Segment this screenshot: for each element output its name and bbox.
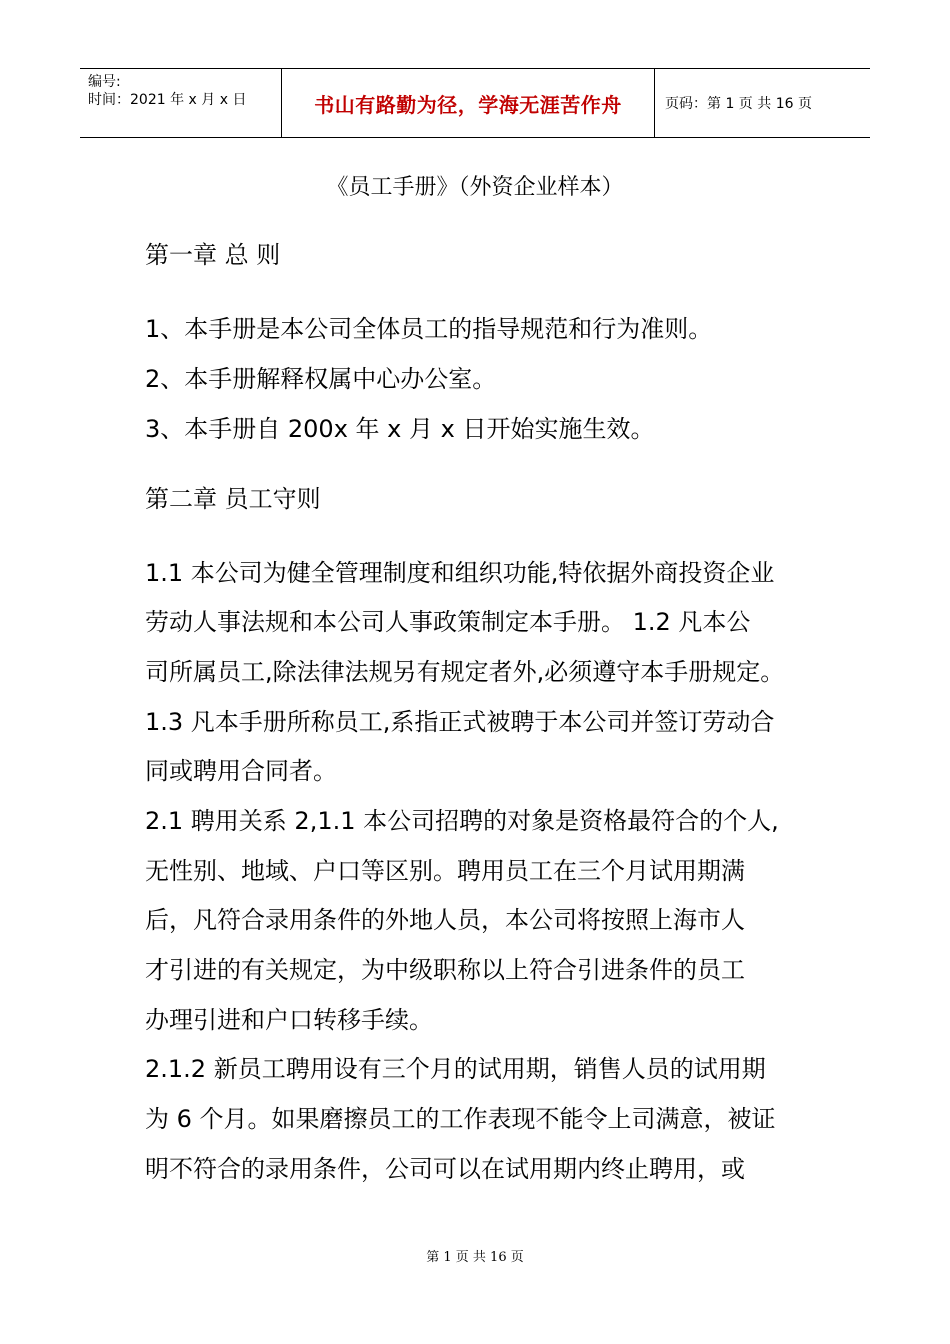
page-info: 页码：第 1 页 共 16 页 — [665, 96, 812, 112]
paragraph-line: 2、本手册解释权属中心办公室。 — [145, 365, 497, 393]
paragraph-line: 2.1.2 新员工聘用设有三个月的试用期，销售人员的试用期 — [145, 1055, 766, 1083]
page-header — [80, 68, 870, 138]
paragraph-line: 办理引进和户口转移手续。 — [145, 1006, 433, 1034]
paragraph-line: 为 6 个月。如果磨擦员工的工作表现不能令上司满意，被证 — [145, 1105, 776, 1133]
paragraph-line: 后，凡符合录用条件的外地人员，本公司将按照上海市人 — [145, 906, 745, 934]
header-meta-cell — [80, 69, 282, 137]
paragraph-line: 无性别、地域、户口等区别。聘用员工在三个月试用期满 — [145, 857, 745, 885]
chapter-heading: 第二章 员工守则 — [145, 485, 321, 513]
paragraph-line: 1.3 凡本手册所称员工,系指正式被聘于本公司并签订劳动合 — [145, 708, 775, 736]
paragraph-line: 1.1 本公司为健全管理制度和组织功能,特依据外商投资企业 — [145, 559, 775, 587]
code-label: 编号: — [88, 74, 121, 90]
motto-text: 书山有路勤为径，学海无涯苦作舟 — [314, 92, 622, 117]
paragraph-line: 3、本手册自 200x 年 x 月 x 日开始实施生效。 — [145, 415, 655, 443]
paragraph-line: 司所属员工,除法律法规另有规定者外,必须遵守本手册规定。 — [145, 658, 785, 686]
paragraph-line: 同或聘用合同者。 — [145, 757, 337, 785]
document-title: 《员工手册》（外资企业样本） — [326, 175, 624, 200]
chapter-heading: 第一章 总 则 — [145, 241, 281, 269]
paragraph-line: 明不符合的录用条件，公司可以在试用期内终止聘用，或 — [145, 1155, 745, 1183]
header-motto-cell — [282, 69, 655, 137]
paragraph-line: 劳动人事法规和本公司人事政策制定本手册。 1.2 凡本公 — [145, 608, 751, 636]
page-footer: 第 1 页 共 16 页 — [426, 1250, 524, 1265]
paragraph-line: 2.1 聘用关系 2,1.1 本公司招聘的对象是资格最符合的个人, — [145, 807, 779, 835]
paragraph-line: 1、本手册是本公司全体员工的指导规范和行为准则。 — [145, 315, 713, 343]
header-page-cell — [655, 69, 870, 137]
date-line: 时间：2021 年 x 月 x 日 — [88, 92, 247, 108]
paragraph-line: 才引进的有关规定，为中级职称以上符合引进条件的员工 — [145, 956, 745, 984]
